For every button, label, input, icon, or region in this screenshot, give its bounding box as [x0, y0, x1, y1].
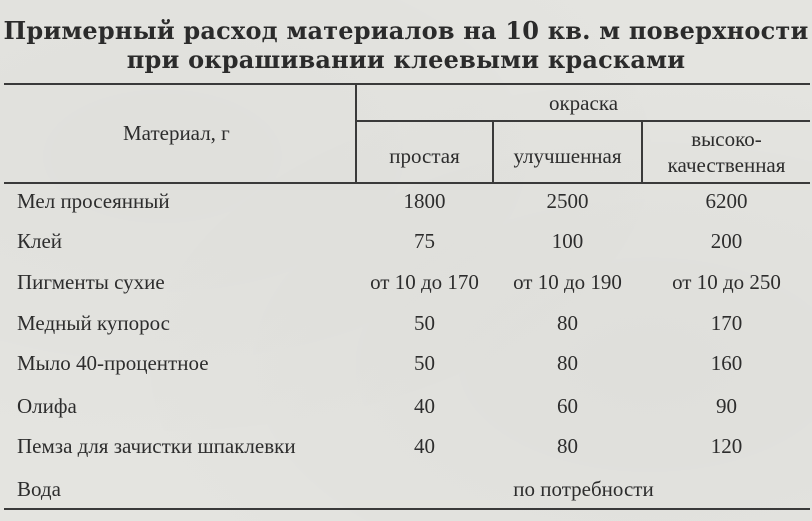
row-label: Мыло 40-процентное: [17, 351, 209, 375]
header-simple: простая: [389, 144, 460, 168]
row-label: Пигменты сухие: [17, 270, 165, 294]
row-value: 100: [551, 229, 584, 253]
row-label: Клей: [17, 229, 63, 253]
group-header-rule: [357, 120, 810, 122]
row-label: Мел просеянный: [17, 189, 170, 213]
row-value: 90: [716, 394, 737, 418]
row-value: 50: [414, 351, 435, 375]
row-value: 80: [557, 311, 578, 335]
header-improved: улучшенная: [513, 144, 622, 168]
header-bottom-rule: [4, 182, 810, 184]
table-bottom-rule: [4, 508, 810, 510]
row-value: 200: [710, 229, 743, 253]
header-material: Материал, г: [123, 121, 230, 145]
row-value: 60: [557, 394, 578, 418]
row-label: Вода: [17, 477, 61, 501]
row-value: 6200: [705, 189, 748, 213]
row-value: от 10 до 190: [513, 270, 622, 294]
table-title: [0, 16, 812, 74]
header-group-painting: окраска: [548, 91, 619, 115]
row-value: 40: [414, 394, 435, 418]
header-high-quality-line-1: высоко-: [691, 127, 762, 151]
row-value: 160: [710, 351, 743, 375]
row-value: 80: [557, 351, 578, 375]
row-value-spanning: по потребности: [513, 477, 654, 501]
row-label: Олифа: [17, 394, 77, 418]
row-label: Пемза для зачистки шпаклевки: [17, 434, 296, 458]
row-value: 50: [414, 311, 435, 335]
row-value: от 10 до 250: [672, 270, 781, 294]
row-label: Медный купорос: [17, 311, 170, 335]
row-value: от 10 до 170: [370, 270, 479, 294]
row-value: 80: [557, 434, 578, 458]
table-top-rule: [4, 83, 810, 85]
row-value: 170: [710, 311, 743, 335]
row-value: 40: [414, 434, 435, 458]
row-value: 1800: [403, 189, 446, 213]
row-value: 2500: [546, 189, 589, 213]
row-value: 120: [710, 434, 743, 458]
row-value: 75: [414, 229, 435, 253]
title-line-1: Примерный расход материалов на 10 кв. м поверхности: [3, 16, 809, 45]
header-high-quality-line-2: качественная: [667, 153, 786, 177]
title-line-2: при окрашивании клеевыми красками: [126, 45, 686, 74]
